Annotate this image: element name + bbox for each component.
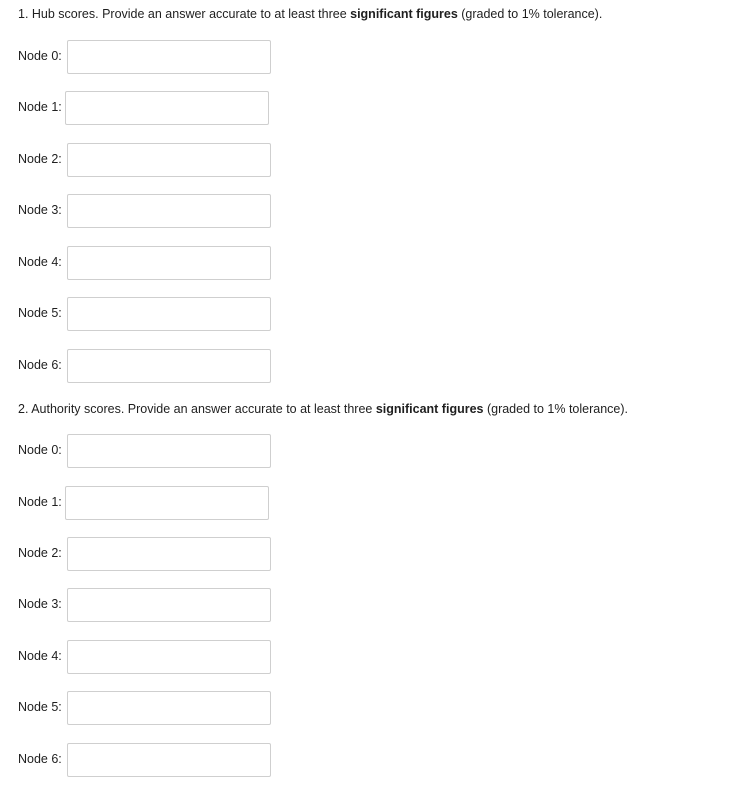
node-label: Node 4: bbox=[18, 255, 62, 269]
hub-node-3-input[interactable] bbox=[67, 194, 271, 228]
question-text-suffix: (graded to 1% tolerance). bbox=[483, 402, 629, 416]
hub-scores-question bbox=[18, 6, 602, 22]
hub-node-3-row bbox=[18, 194, 278, 228]
hub-node-0-row bbox=[18, 40, 278, 74]
node-label: Node 3: bbox=[18, 597, 62, 611]
hub-node-4-row bbox=[18, 246, 278, 280]
authority-node-0-row bbox=[18, 434, 278, 468]
node-label: Node 1: bbox=[18, 100, 62, 114]
question-emphasis: significant figures bbox=[375, 402, 484, 416]
hub-node-1-input[interactable] bbox=[65, 91, 269, 125]
node-label: Node 6: bbox=[18, 752, 62, 766]
authority-node-2-row bbox=[18, 537, 278, 571]
authority-node-5-input[interactable] bbox=[67, 691, 271, 725]
node-label: Node 2: bbox=[18, 152, 62, 166]
authority-node-4-row bbox=[18, 640, 278, 674]
authority-node-6-row bbox=[18, 743, 278, 777]
node-label: Node 0: bbox=[18, 49, 62, 63]
question-text: 2. Authority scores. Provide an answer accurate to at least three bbox=[18, 402, 376, 416]
hub-node-4-input[interactable] bbox=[67, 246, 271, 280]
hub-node-2-input[interactable] bbox=[67, 143, 271, 177]
hub-node-6-row bbox=[18, 349, 278, 383]
hub-node-6-input[interactable] bbox=[67, 349, 271, 383]
node-label: Node 0: bbox=[18, 443, 62, 457]
authority-node-3-row bbox=[18, 588, 278, 622]
node-label: Node 4: bbox=[18, 649, 62, 663]
hub-node-5-input[interactable] bbox=[67, 297, 271, 331]
authority-node-1-row bbox=[18, 486, 278, 520]
authority-node-2-input[interactable] bbox=[67, 537, 271, 571]
question-text: 1. Hub scores. Provide an answer accurate to at least three bbox=[18, 7, 351, 21]
node-label: Node 5: bbox=[18, 306, 62, 320]
authority-node-4-input[interactable] bbox=[67, 640, 271, 674]
question-text-suffix: (graded to 1% tolerance). bbox=[457, 7, 603, 21]
hub-node-2-row bbox=[18, 143, 278, 177]
hub-node-0-input[interactable] bbox=[67, 40, 271, 74]
node-label: Node 6: bbox=[18, 358, 62, 372]
authority-scores-question bbox=[18, 401, 628, 417]
authority-node-1-input[interactable] bbox=[65, 486, 269, 520]
node-label: Node 3: bbox=[18, 203, 62, 217]
authority-node-6-input[interactable] bbox=[67, 743, 271, 777]
hub-node-5-row bbox=[18, 297, 278, 331]
node-label: Node 5: bbox=[18, 700, 62, 714]
question-emphasis: significant figures bbox=[350, 7, 458, 21]
authority-node-3-input[interactable] bbox=[67, 588, 271, 622]
node-label: Node 2: bbox=[18, 546, 62, 560]
authority-node-0-input[interactable] bbox=[67, 434, 271, 468]
node-label: Node 1: bbox=[18, 495, 62, 509]
authority-node-5-row bbox=[18, 691, 278, 725]
hub-node-1-row bbox=[18, 91, 278, 125]
